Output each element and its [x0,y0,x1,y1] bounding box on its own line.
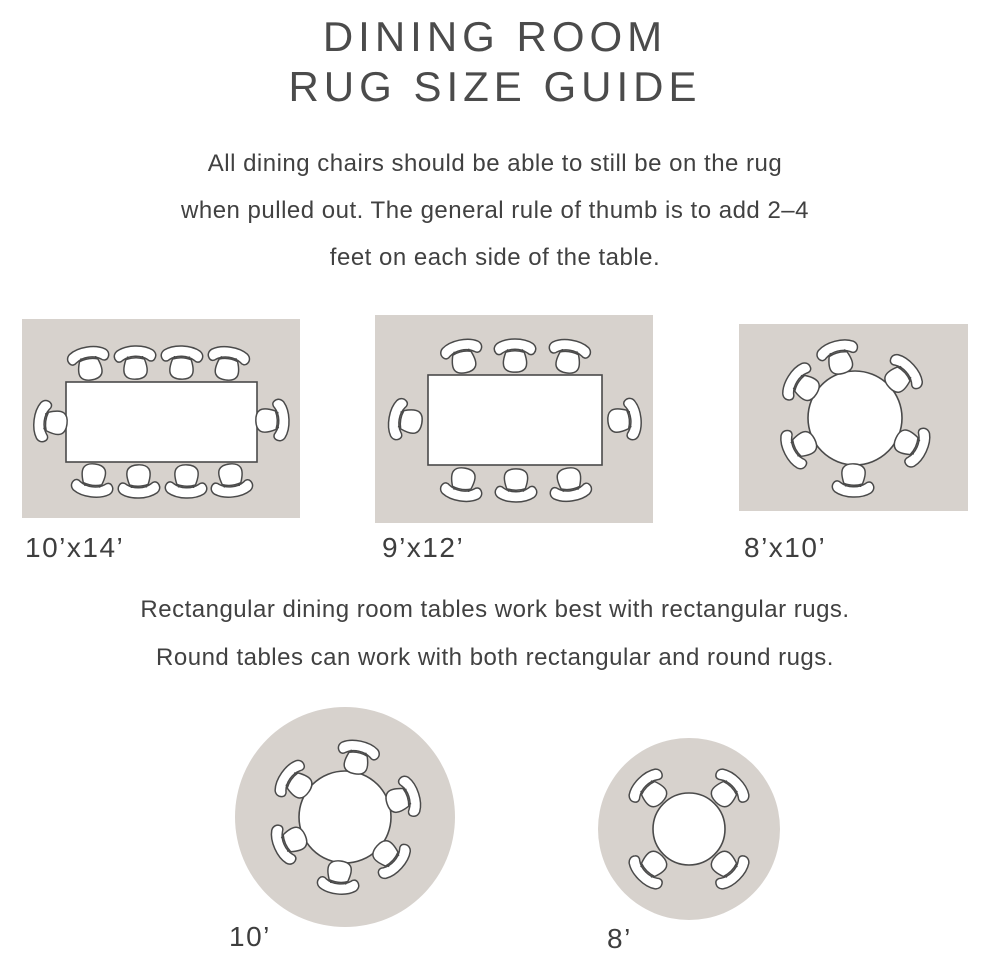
dining-table [66,382,257,462]
size-label-round-10: 10’ [229,921,271,952]
size-label-round-8: 8’ [607,923,632,954]
intro-line-2: when pulled out. The general rule of thumb is to add 2–4 [181,197,809,224]
page-title [0,12,990,112]
dining-table-round [653,793,725,865]
diagram-rug-round-10 [230,702,460,932]
diagram-rug-10x14 [22,319,300,518]
middle-text [0,586,990,682]
intro-text [0,140,990,281]
diagram-rug-round-8 [597,737,781,921]
intro-line-1: All dining chairs should be able to still be on the rug [207,150,783,177]
intro-line-3: feet on each side of the table. [329,244,661,271]
size-label-9x12: 9’x12’ [382,532,465,563]
dining-table [428,375,602,465]
middle-line-2: Round tables can work with both rectangular and round rugs. [156,644,834,671]
page-title-line-2: RUG SIZE GUIDE [288,63,702,110]
size-label-8x10: 8’x10’ [744,532,827,563]
page-title-line-1: DINING ROOM [322,13,668,60]
size-label-10x14: 10’x14’ [25,532,125,563]
middle-line-1: Rectangular dining room tables work best with rectangular rugs. [140,596,850,623]
diagram-rug-8x10 [739,324,968,511]
diagram-rug-9x12 [375,315,653,523]
